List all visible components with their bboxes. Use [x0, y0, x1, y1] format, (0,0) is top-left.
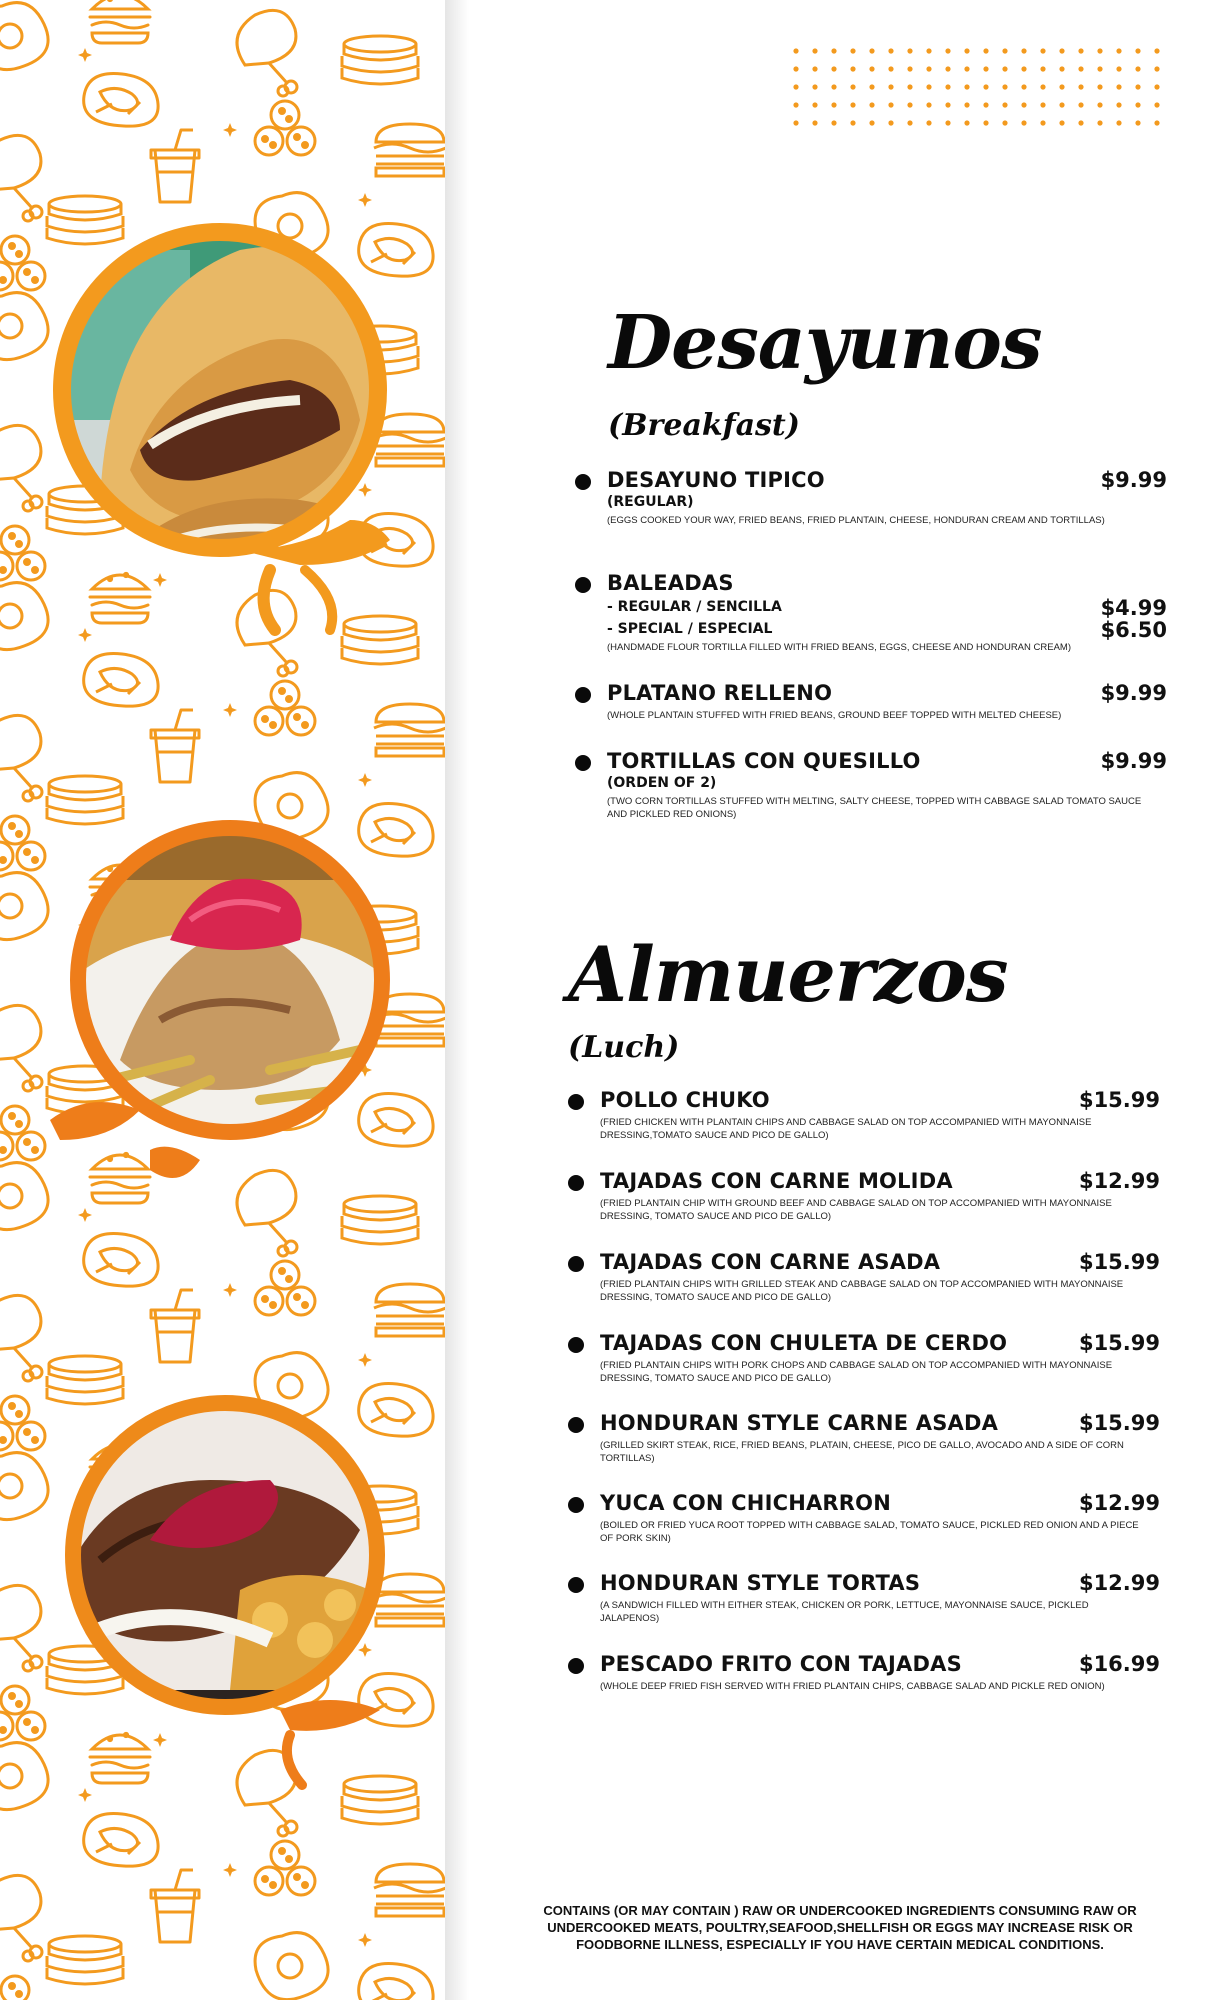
decorative-dot — [1078, 66, 1083, 71]
decorative-dot — [888, 102, 893, 107]
item-description: (BOILED OR FRIED YUCA ROOT TOPPED WITH CABBAGE SALAD, TOMATO SAUCE, PICKLED RED ONION AND A PIECE OF PORK SKIN) — [600, 1520, 1139, 1544]
decorative-dot — [1059, 102, 1064, 107]
decorative-dot — [1154, 120, 1159, 125]
decorative-dot — [983, 84, 988, 89]
decorative-dot — [1021, 48, 1026, 53]
decorative-dot — [907, 84, 912, 89]
decorative-dot — [1154, 48, 1159, 53]
menu-item-baleadas — [607, 571, 1167, 654]
decorative-dot — [812, 120, 817, 125]
item-description: (TWO CORN TORTILLAS STUFFED WITH MELTING, SALTY CHEESE, TOPPED WITH CABBAGE SALAD TOMATO SAUCE AND PICKLED RED ONIONS) — [607, 796, 1142, 820]
decorative-dot — [831, 84, 836, 89]
decorative-dot — [1154, 102, 1159, 107]
item-price: $9.99 — [1100, 681, 1167, 705]
decorative-dot — [926, 66, 931, 71]
decorative-dot — [812, 84, 817, 89]
decorative-dot — [793, 102, 798, 107]
item-price: $15.99 — [1078, 1088, 1160, 1112]
decorative-dot — [812, 66, 817, 71]
bullet-icon — [568, 1497, 584, 1513]
menu-item-honduran-carne-asada — [600, 1411, 1160, 1465]
breakfast-title: Desayunos — [608, 300, 1042, 386]
menu-item-tajadas-carne-asada — [600, 1250, 1160, 1304]
item-description: (WHOLE DEEP FRIED FISH SERVED WITH FRIED PLANTAIN CHIPS, CABBAGE SALAD AND PICKLE RED ONION) — [600, 1681, 1105, 1692]
decorative-dot — [1040, 66, 1045, 71]
decorative-dot — [1002, 48, 1007, 53]
decorative-dot — [888, 84, 893, 89]
decorative-dot — [1002, 84, 1007, 89]
lunch-subtitle: (Luch) — [568, 1030, 680, 1065]
menu-item-tortillas-con-quesillo — [607, 749, 1167, 821]
item-description: (HANDMADE FLOUR TORTILLA FILLED WITH FRIED BEANS, EGGS, CHEESE AND HONDURAN CREAM) — [607, 642, 1071, 653]
decorative-dot — [1021, 84, 1026, 89]
item-name: TAJADAS CON CARNE ASADA — [600, 1250, 941, 1274]
item-price: $12.99 — [1078, 1571, 1160, 1595]
decorative-dot — [926, 120, 931, 125]
item-description: (EGGS COOKED YOUR WAY, FRIED BEANS, FRIED PLANTAIN, CHEESE, HONDURAN CREAM AND TORTILLAS) — [607, 515, 1105, 526]
decorative-dot — [907, 66, 912, 71]
decorative-dot — [926, 48, 931, 53]
decorative-dot — [983, 66, 988, 71]
decorative-dot — [793, 48, 798, 53]
decorative-dot — [1059, 120, 1064, 125]
menu-item-pollo-chuko — [600, 1088, 1160, 1142]
decorative-dot — [812, 48, 817, 53]
decorative-dot — [869, 84, 874, 89]
decorative-dot — [1040, 48, 1045, 53]
bullet-icon — [568, 1094, 584, 1110]
decorative-dot — [1059, 48, 1064, 53]
decorative-dot — [1154, 84, 1159, 89]
decorative-dot — [850, 84, 855, 89]
decorative-dot — [831, 66, 836, 71]
decorative-dot — [1135, 102, 1140, 107]
item-name: TAJADAS CON CARNE MOLIDA — [600, 1169, 953, 1193]
menu-item-tajadas-carne-molida — [600, 1169, 1160, 1223]
lunch-title: Almuerzos — [568, 930, 1008, 1019]
decorative-dot-grid — [790, 45, 1180, 135]
baleadas-photo — [40, 220, 400, 640]
bullet-icon — [575, 687, 591, 703]
decorative-dot — [1059, 66, 1064, 71]
decorative-dot — [945, 120, 950, 125]
decorative-dot — [945, 102, 950, 107]
decorative-dot — [869, 66, 874, 71]
item-variant-regular — [607, 596, 1167, 620]
decorative-dot — [850, 102, 855, 107]
breakfast-subtitle: (Breakfast) — [608, 408, 800, 443]
decorative-dot — [1002, 120, 1007, 125]
decorative-dot — [793, 66, 798, 71]
decorative-dot — [907, 48, 912, 53]
item-description: (FRIED PLANTAIN CHIPS WITH GRILLED STEAK AND CABBAGE SALAD ON TOP ACCOMPANIED WITH MAYONNAISE DRESSING, TOMATO SAUCE AND PICO DE GALLO) — [600, 1279, 1124, 1303]
menu-item-platano-relleno — [607, 681, 1167, 722]
decorative-dot — [793, 84, 798, 89]
decorative-dot — [1135, 120, 1140, 125]
bullet-icon — [568, 1658, 584, 1674]
decorative-dot — [1097, 84, 1102, 89]
decorative-dot — [964, 120, 969, 125]
decorative-dot — [926, 84, 931, 89]
decorative-dot — [1021, 120, 1026, 125]
pescado-frito-photo — [40, 1390, 400, 1790]
decorative-dot — [1116, 66, 1121, 71]
menu-item-honduran-tortas — [600, 1571, 1160, 1625]
decorative-dot — [793, 120, 798, 125]
decorative-dot — [1116, 102, 1121, 107]
decorative-dot — [1021, 66, 1026, 71]
decorative-dot — [1097, 66, 1102, 71]
decorative-dot — [926, 102, 931, 107]
bullet-icon — [568, 1417, 584, 1433]
decorative-dot — [1078, 102, 1083, 107]
allergy-disclaimer: CONTAINS (OR MAY CONTAIN ) RAW OR UNDERCOOKED INGREDIENTS CONSUMING RAW OR UNDERCOOKED MEATS, POULTRY,SEAFOOD,SHELLFISH OR EGGS MAY INCREASE RISK OR FOODBORNE ILLNESS, ESPECIALLY IF YOU HAVE CERTAIN MEDICAL CONDITIONS. — [543, 1903, 1137, 1952]
item-name: HONDURAN STYLE CARNE ASADA — [600, 1411, 999, 1435]
decorative-dot — [831, 48, 836, 53]
decorative-dot — [1116, 48, 1121, 53]
decorative-dot — [1078, 48, 1083, 53]
decorative-dot — [983, 120, 988, 125]
panel-shadow — [445, 0, 469, 2000]
item-variant-special — [607, 618, 1167, 642]
variant-price: $6.50 — [1100, 618, 1167, 642]
item-name: PESCADO FRITO CON TAJADAS — [600, 1652, 962, 1676]
decorative-dot — [1097, 102, 1102, 107]
menu-item-desayuno-tipico — [607, 468, 1167, 527]
item-name: TAJADAS CON CHULETA DE CERDO — [600, 1331, 1008, 1355]
item-name: HONDURAN STYLE TORTAS — [600, 1571, 921, 1595]
decorative-dot — [983, 102, 988, 107]
item-variant: (REGULAR) — [607, 494, 694, 510]
decorative-dot — [869, 102, 874, 107]
item-description: (FRIED PLANTAIN CHIP WITH GROUND BEEF AND CABBAGE SALAD ON TOP ACCOMPANIED WITH MAYONNAISE DRESSING, TOMATO SAUCE AND PICO DE GALLO) — [600, 1198, 1112, 1222]
decorative-dot — [964, 84, 969, 89]
decorative-dot — [831, 102, 836, 107]
item-price: $15.99 — [1078, 1250, 1160, 1274]
decorative-dot — [983, 48, 988, 53]
bullet-icon — [568, 1337, 584, 1353]
decorative-dot — [888, 66, 893, 71]
decorative-dot — [1154, 66, 1159, 71]
decorative-dot — [1135, 48, 1140, 53]
item-description: (GRILLED SKIRT STEAK, RICE, FRIED BEANS, PLATAIN, CHEESE, PICO DE GALLO, AVOCADO AND A SIDE OF CORN TORTILLAS) — [600, 1440, 1124, 1464]
decorative-dot — [888, 48, 893, 53]
decorative-dot — [945, 66, 950, 71]
decorative-dot — [1116, 84, 1121, 89]
decorative-dot — [1040, 120, 1045, 125]
decorative-dot — [964, 66, 969, 71]
item-name: TORTILLAS CON QUESILLO — [607, 749, 921, 773]
decorative-dot — [1040, 84, 1045, 89]
decorative-dot — [869, 120, 874, 125]
item-name: DESAYUNO TIPICO — [607, 468, 825, 492]
decorative-dot — [869, 48, 874, 53]
decorative-dot — [1116, 120, 1121, 125]
item-description: (WHOLE PLANTAIN STUFFED WITH FRIED BEANS, GROUND BEEF TOPPED WITH MELTED CHEESE) — [607, 710, 1062, 721]
item-name: POLLO CHUKO — [600, 1088, 770, 1112]
decorative-dot — [1097, 120, 1102, 125]
decorative-dot — [945, 48, 950, 53]
decorative-dot — [1135, 66, 1140, 71]
menu-item-tajadas-chuleta-cerdo — [600, 1331, 1160, 1385]
decorative-dot — [831, 120, 836, 125]
decorative-dot — [964, 48, 969, 53]
menu-item-pescado-frito — [600, 1652, 1160, 1693]
decorative-dot — [1078, 84, 1083, 89]
item-name: BALEADAS — [607, 571, 734, 595]
bullet-icon — [575, 577, 591, 593]
decorative-dot — [888, 120, 893, 125]
menu-item-yuca-con-chicharron — [600, 1491, 1160, 1545]
item-price: $12.99 — [1078, 1169, 1160, 1193]
bullet-icon — [568, 1256, 584, 1272]
variant-label: - REGULAR / SENCILLA — [607, 599, 782, 615]
item-description: (FRIED PLANTAIN CHIPS WITH PORK CHOPS AND CABBAGE SALAD ON TOP ACCOMPANIED WITH MAYONNAISE DRESSING, TOMATO SAUCE AND PICO DE GALLO) — [600, 1360, 1113, 1384]
variant-price: $4.99 — [1100, 596, 1167, 620]
bullet-icon — [568, 1577, 584, 1593]
decorative-dot — [1002, 66, 1007, 71]
item-price: $15.99 — [1078, 1331, 1160, 1355]
decorative-dot — [850, 48, 855, 53]
variant-label: - SPECIAL / ESPECIAL — [607, 621, 773, 637]
decorative-dot — [850, 66, 855, 71]
decorative-dot — [1135, 84, 1140, 89]
decorative-dot — [945, 84, 950, 89]
decorative-dot — [1078, 120, 1083, 125]
bullet-icon — [568, 1175, 584, 1191]
decorative-dot — [964, 102, 969, 107]
item-price: $12.99 — [1078, 1491, 1160, 1515]
item-description: (FRIED CHICKEN WITH PLANTAIN CHIPS AND CABBAGE SALAD ON TOP ACCOMPANIED WITH MAYONNAISE DRESSING,TOMATO SAUCE AND PICO DE GALLO) — [600, 1117, 1092, 1141]
decorative-dot — [1002, 102, 1007, 107]
decorative-dot — [1059, 84, 1064, 89]
decorative-dot — [1097, 48, 1102, 53]
item-name: PLATANO RELLENO — [607, 681, 833, 705]
decorative-dot — [907, 102, 912, 107]
bullet-icon — [575, 755, 591, 771]
item-price: $15.99 — [1078, 1411, 1160, 1435]
bullet-icon — [575, 474, 591, 490]
pollo-chuko-photo — [40, 810, 400, 1210]
decorative-dot — [1021, 102, 1026, 107]
item-price: $16.99 — [1078, 1652, 1160, 1676]
item-name: YUCA CON CHICHARRON — [600, 1491, 891, 1515]
item-price: $9.99 — [1100, 749, 1167, 773]
decorative-dot — [907, 120, 912, 125]
decorative-dot — [812, 102, 817, 107]
item-description: (A SANDWICH FILLED WITH EITHER STEAK, CHICKEN OR PORK, LETTUCE, MAYONNAISE SAUCE, PICKLED JALAPENOS) — [600, 1600, 1089, 1624]
item-price: $9.99 — [1100, 468, 1167, 492]
decorative-dot — [1040, 102, 1045, 107]
item-variant: (ORDEN OF 2) — [607, 775, 717, 791]
decorative-dot — [850, 120, 855, 125]
